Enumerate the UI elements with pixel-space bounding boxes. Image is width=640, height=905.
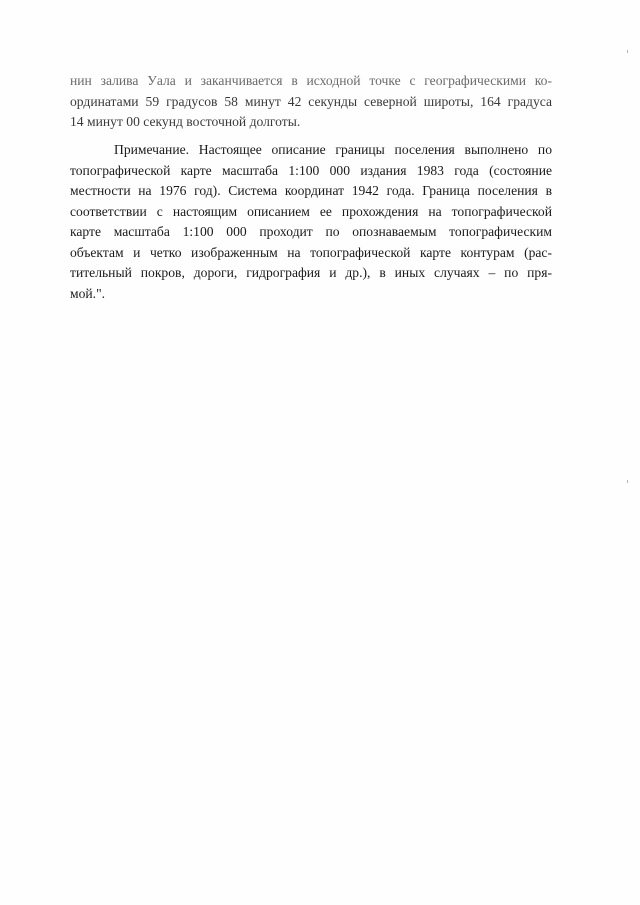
text-line: нин залива Уала и заканчивается в исходной точке с географическими ко- (70, 73, 552, 88)
note-line: топографической карте масштаба 1:100 000 издания 1983 года (состояние (70, 162, 552, 178)
scan-mark (627, 480, 628, 483)
text-line: ординатами 59 градусов 58 минут 42 секунды северной широты, 164 градуса (70, 93, 552, 109)
note-line: объектам и четко изображенным на топографической карте контурам (рас- (70, 244, 552, 260)
note-line: мой.". (70, 285, 106, 301)
continuation-paragraph (70, 71, 552, 133)
note-line: карте масштаба 1:100 000 проходит по опознаваемым топографическим (70, 224, 552, 239)
note-line: тительный покров, дороги, гидрография и др.), в иных случаях – по пря- (70, 265, 552, 280)
text-line: 14 минут 00 секунд восточной долготы. (70, 114, 301, 129)
scan-mark (627, 50, 628, 53)
note-line: местности на 1976 год). Система координат 1942 года. Граница поселения в (70, 183, 552, 198)
note-line: соответствии с настоящим описанием ее прохождения на топографической (70, 203, 552, 219)
note-paragraph (70, 140, 552, 304)
note-line: Примечание. Настоящее описание границы поселения выполнено по (114, 142, 552, 157)
